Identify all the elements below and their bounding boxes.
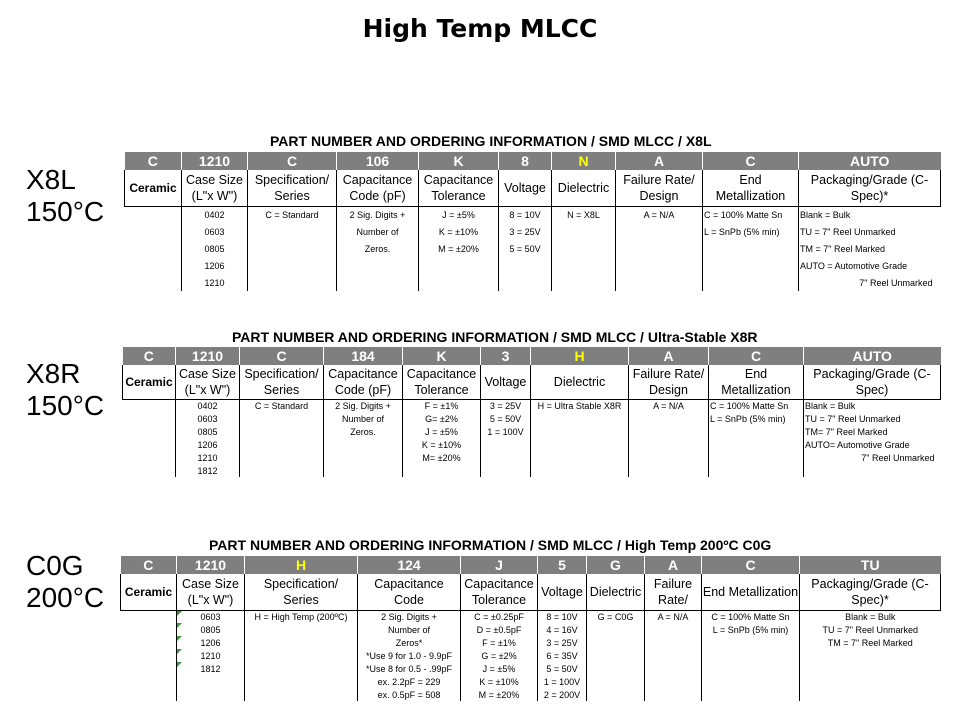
- table-cell: [245, 636, 358, 649]
- label-dielectric: X8L: [26, 164, 76, 195]
- header-packaging: Packaging/Grade (C-Spec): [804, 365, 941, 399]
- table-cell: Zeros*: [358, 636, 461, 649]
- label-temperature: 150°C: [26, 196, 105, 227]
- table-cell: [125, 257, 182, 274]
- table-cell: 1206: [182, 257, 248, 274]
- table-cell: 0805: [182, 240, 248, 257]
- table-cell: [177, 675, 245, 688]
- table-cell: [531, 451, 629, 464]
- table-cell: [616, 274, 703, 291]
- header-row: [123, 365, 941, 399]
- table-cell: [481, 438, 531, 451]
- header-end-metallization: End Metallization: [703, 170, 799, 206]
- table-cell: 3 = 25V: [499, 223, 552, 240]
- table-row: [121, 623, 941, 636]
- table-cell: [125, 223, 182, 240]
- table-cell: M= ±20%: [403, 451, 481, 464]
- table-cell: Number of: [337, 223, 419, 240]
- header-dielectric: Dielectric: [552, 170, 616, 206]
- table-cell: F = ±1%: [403, 399, 481, 412]
- table-cell: A = N/A: [616, 206, 703, 223]
- label-temperature: 200°C: [26, 582, 105, 613]
- table-cell: [245, 688, 358, 701]
- table-row: [121, 675, 941, 688]
- table-cell: [240, 464, 324, 477]
- header-capacitance: Capacitance Code (pF): [324, 365, 403, 399]
- table-cell: *Use 8 for 0.5 - .99pF: [358, 662, 461, 675]
- table-cell: C = ±0.25pF: [461, 610, 538, 623]
- table-cell: [645, 675, 702, 688]
- table-cell: Blank = Bulk: [800, 610, 941, 623]
- header-specification: Specification/ Series: [248, 170, 337, 206]
- code-end-metallization: C: [703, 152, 799, 170]
- label-temperature: 150°C: [26, 390, 105, 421]
- table-cell: [240, 438, 324, 451]
- table-cell: 2 = 200V: [538, 688, 587, 701]
- table-cell: [248, 223, 337, 240]
- table-cell: 7" Reel Unmarked: [804, 451, 941, 464]
- header-tolerance: Capacitance Tolerance: [403, 365, 481, 399]
- table-cell: [531, 425, 629, 438]
- table-cell: 0402: [176, 399, 240, 412]
- header-end-metallization: End Metallization: [702, 574, 800, 610]
- table-cell: [629, 412, 709, 425]
- table-cell: TM = 7" Reel Marked: [799, 240, 941, 257]
- table-cell: [337, 257, 419, 274]
- code-failure-rate: A: [629, 347, 709, 365]
- table-cell: F = ±1%: [461, 636, 538, 649]
- code-ceramic: C: [121, 556, 177, 574]
- table-cell: [552, 257, 616, 274]
- table-cell: [702, 662, 800, 675]
- table-cell: A = N/A: [645, 610, 702, 623]
- table-cell: [702, 675, 800, 688]
- table-cell: 4 = 16V: [538, 623, 587, 636]
- section-label: [26, 358, 104, 422]
- table-cell: C = 100% Matte Sn: [702, 610, 800, 623]
- header-ceramic: Ceramic: [123, 365, 176, 399]
- ordering-table: [122, 347, 941, 477]
- table-cell: [499, 257, 552, 274]
- table-cell: J = ±5%: [461, 662, 538, 675]
- table-cell: Number of: [324, 412, 403, 425]
- code-capacitance: 106: [337, 152, 419, 170]
- code-tolerance: K: [403, 347, 481, 365]
- header-voltage: Voltage: [499, 170, 552, 206]
- table-cell: [800, 649, 941, 662]
- code-voltage: 3: [481, 347, 531, 365]
- header-case-size: Case Size (L"x W"): [177, 574, 245, 610]
- table-cell: [481, 464, 531, 477]
- table-cell: [121, 649, 177, 662]
- table-row: [121, 662, 941, 675]
- table-cell: [123, 425, 176, 438]
- table-cell: [804, 464, 941, 477]
- table-cell: [121, 688, 177, 701]
- table-row: [123, 399, 941, 412]
- table-cell: 1 = 100V: [481, 425, 531, 438]
- table-cell: TU = 7" Reel Unmarked: [799, 223, 941, 240]
- table-cell: [121, 662, 177, 675]
- code-packaging: AUTO: [799, 152, 941, 170]
- table-cell: [121, 675, 177, 688]
- table-cell: M = ±20%: [461, 688, 538, 701]
- code-tolerance: J: [461, 556, 538, 574]
- label-dielectric: C0G: [26, 550, 84, 581]
- table-cell: [800, 662, 941, 675]
- table-cell: [645, 688, 702, 701]
- table-cell: [587, 662, 645, 675]
- table-cell: 0603: [176, 412, 240, 425]
- code-end-metallization: C: [709, 347, 804, 365]
- table-cell: [703, 257, 799, 274]
- table-cell: [248, 240, 337, 257]
- table-cell: G = C0G: [587, 610, 645, 623]
- table-cell: [121, 636, 177, 649]
- table-cell: 8 = 10V: [538, 610, 587, 623]
- table-cell: 2 Sig. Digits +: [324, 399, 403, 412]
- table-cell: [248, 257, 337, 274]
- table-cell: C = 100% Matte Sn: [703, 206, 799, 223]
- table-cell: 1206: [176, 438, 240, 451]
- code-end-metallization: C: [702, 556, 800, 574]
- table-cell: 0402: [182, 206, 248, 223]
- ordering-table: [124, 152, 941, 291]
- table-cell: M = ±20%: [419, 240, 499, 257]
- table-cell: 5 = 50V: [499, 240, 552, 257]
- section-label: [26, 550, 104, 614]
- table-cell: L = SnPb (5% min): [702, 623, 800, 636]
- table-cell: Blank = Bulk: [799, 206, 941, 223]
- table-cell: [419, 257, 499, 274]
- code-voltage: 5: [538, 556, 587, 574]
- table-cell: [703, 274, 799, 291]
- table-cell: [121, 623, 177, 636]
- table-cell: 1812: [176, 464, 240, 477]
- code-specification: H: [245, 556, 358, 574]
- table-cell: [240, 425, 324, 438]
- table-cell: C = Standard: [248, 206, 337, 223]
- page-title: High Temp MLCC: [362, 14, 598, 43]
- table-cell: [245, 675, 358, 688]
- table-cell: N = X8L: [552, 206, 616, 223]
- header-dielectric: Dielectric: [531, 365, 629, 399]
- table-cell: [481, 451, 531, 464]
- header-capacitance: Capacitance Code (pF): [337, 170, 419, 206]
- table-cell: [324, 451, 403, 464]
- code-row: [121, 556, 941, 574]
- code-case-size: 1210: [177, 556, 245, 574]
- table-cell: H = High Temp (200ºC): [245, 610, 358, 623]
- code-capacitance: 124: [358, 556, 461, 574]
- table-cell: [531, 464, 629, 477]
- header-specification: Specification/ Series: [245, 574, 358, 610]
- table-cell: AUTO = Automotive Grade: [799, 257, 941, 274]
- table-cell: 1210: [176, 451, 240, 464]
- header-row: [125, 170, 941, 206]
- table-cell: [123, 464, 176, 477]
- table-cell: TM = 7" Reel Marked: [800, 636, 941, 649]
- table-cell: [709, 438, 804, 451]
- header-voltage: Voltage: [538, 574, 587, 610]
- table-cell: 3 = 25V: [481, 399, 531, 412]
- table-cell: 1 = 100V: [538, 675, 587, 688]
- code-dielectric: N: [552, 152, 616, 170]
- table-cell: [240, 412, 324, 425]
- code-tolerance: K: [419, 152, 499, 170]
- table-row: [123, 438, 941, 451]
- header-ceramic: Ceramic: [125, 170, 182, 206]
- table-cell: 6 = 35V: [538, 649, 587, 662]
- table-cell: J = ±5%: [403, 425, 481, 438]
- table-cell: 1210: [182, 274, 248, 291]
- header-failure-rate: Failure Rate/ Design: [616, 170, 703, 206]
- table-cell: [125, 240, 182, 257]
- code-ceramic: C: [123, 347, 176, 365]
- table-cell: [616, 257, 703, 274]
- table-cell: K = ±10%: [461, 675, 538, 688]
- label-dielectric: X8R: [26, 358, 81, 389]
- table-cell: 0805: [176, 425, 240, 438]
- table-cell: [324, 438, 403, 451]
- table-cell: [702, 636, 800, 649]
- table-cell: 1812: [177, 662, 245, 675]
- table-cell: TM= 7" Reel Marked: [804, 425, 941, 438]
- code-specification: C: [240, 347, 324, 365]
- code-packaging: AUTO: [804, 347, 941, 365]
- table-cell: TU = 7" Reel Unmarked: [800, 623, 941, 636]
- code-ceramic: C: [125, 152, 182, 170]
- table-cell: 7" Reel Unmarked: [799, 274, 941, 291]
- header-voltage: Voltage: [481, 365, 531, 399]
- section-label: [26, 164, 104, 228]
- code-case-size: 1210: [182, 152, 248, 170]
- table-cell: 5 = 50V: [481, 412, 531, 425]
- table-cell: Zeros.: [324, 425, 403, 438]
- table-row: [123, 464, 941, 477]
- table-row: [123, 412, 941, 425]
- table-cell: [587, 636, 645, 649]
- table-cell: [645, 623, 702, 636]
- header-failure-rate: Failure Rate/: [645, 574, 702, 610]
- header-tolerance: Capacitance Tolerance: [419, 170, 499, 206]
- table-cell: 8 = 10V: [499, 206, 552, 223]
- table-cell: 0805: [177, 623, 245, 636]
- table-cell: [245, 649, 358, 662]
- table-cell: [499, 274, 552, 291]
- ordering-table: [120, 556, 941, 701]
- table-cell: [587, 623, 645, 636]
- table-cell: [177, 688, 245, 701]
- table-row: [125, 240, 941, 257]
- table-cell: 2 Sig. Digits +: [358, 610, 461, 623]
- table-cell: Number of: [358, 623, 461, 636]
- table-cell: D = ±0.5pF: [461, 623, 538, 636]
- code-row: [123, 347, 941, 365]
- table-cell: 2 Sig. Digits +: [337, 206, 419, 223]
- table-cell: [645, 649, 702, 662]
- table-cell: [552, 223, 616, 240]
- header-end-metallization: End Metallization: [709, 365, 804, 399]
- table-cell: L = SnPb (5% min): [709, 412, 804, 425]
- table-row: [121, 610, 941, 623]
- table-cell: [629, 425, 709, 438]
- table-cell: [629, 464, 709, 477]
- code-specification: C: [248, 152, 337, 170]
- table-row: [123, 425, 941, 438]
- table-cell: [702, 688, 800, 701]
- header-specification: Specification/ Series: [240, 365, 324, 399]
- table-row: [121, 688, 941, 701]
- header-capacitance: Capacitance Code: [358, 574, 461, 610]
- table-cell: [629, 451, 709, 464]
- table-cell: [587, 688, 645, 701]
- table-cell: [125, 206, 182, 223]
- table-cell: [645, 636, 702, 649]
- table-cell: 5 = 50V: [538, 662, 587, 675]
- table-row: [125, 223, 941, 240]
- table-cell: [123, 399, 176, 412]
- table-cell: C = 100% Matte Sn: [709, 399, 804, 412]
- header-case-size: Case Size (L"x W"): [176, 365, 240, 399]
- table-cell: *Use 9 for 1.0 - 9.9pF: [358, 649, 461, 662]
- table-cell: [800, 688, 941, 701]
- table-cell: [403, 464, 481, 477]
- table-cell: ex. 0.5pF = 508: [358, 688, 461, 701]
- table-cell: [587, 675, 645, 688]
- header-packaging: Packaging/Grade (C-Spec)*: [799, 170, 941, 206]
- table-title: PART NUMBER AND ORDERING INFORMATION / SMD MLCC / Ultra-Stable X8R: [232, 329, 758, 345]
- table-cell: C = Standard: [240, 399, 324, 412]
- table-cell: [531, 438, 629, 451]
- table-cell: [123, 412, 176, 425]
- table-row: [121, 636, 941, 649]
- table-cell: [587, 649, 645, 662]
- table-title: PART NUMBER AND ORDERING INFORMATION / SMD MLCC / High Temp 200ºC C0G: [209, 537, 772, 553]
- table-cell: 3 = 25V: [538, 636, 587, 649]
- table-cell: [616, 240, 703, 257]
- table-cell: AUTO= Automotive Grade: [804, 438, 941, 451]
- code-dielectric: H: [531, 347, 629, 365]
- table-cell: H = Ultra Stable X8R: [531, 399, 629, 412]
- code-row: [125, 152, 941, 170]
- table-cell: [240, 451, 324, 464]
- table-cell: [337, 274, 419, 291]
- table-cell: K = ±10%: [403, 438, 481, 451]
- header-row: [121, 574, 941, 610]
- code-failure-rate: A: [645, 556, 702, 574]
- table-cell: [245, 623, 358, 636]
- table-cell: 1210: [177, 649, 245, 662]
- table-cell: [552, 240, 616, 257]
- table-cell: [703, 240, 799, 257]
- table-cell: [616, 223, 703, 240]
- table-cell: ex. 2.2pF = 229: [358, 675, 461, 688]
- code-capacitance: 184: [324, 347, 403, 365]
- table-cell: [800, 675, 941, 688]
- table-cell: [531, 412, 629, 425]
- table-cell: 1206: [177, 636, 245, 649]
- code-failure-rate: A: [616, 152, 703, 170]
- header-packaging: Packaging/Grade (C-Spec)*: [800, 574, 941, 610]
- code-case-size: 1210: [176, 347, 240, 365]
- table-row: [125, 257, 941, 274]
- table-cell: 0603: [177, 610, 245, 623]
- table-cell: [702, 649, 800, 662]
- table-cell: [324, 464, 403, 477]
- table-cell: [709, 451, 804, 464]
- table-cell: [123, 438, 176, 451]
- header-tolerance: Capacitance Tolerance: [461, 574, 538, 610]
- table-row: [123, 451, 941, 464]
- table-cell: [248, 274, 337, 291]
- code-dielectric: G: [587, 556, 645, 574]
- table-cell: TU = 7" Reel Unmarked: [804, 412, 941, 425]
- table-cell: K = ±10%: [419, 223, 499, 240]
- table-row: [125, 274, 941, 291]
- code-voltage: 8: [499, 152, 552, 170]
- table-cell: J = ±5%: [419, 206, 499, 223]
- header-case-size: Case Size (L"x W"): [182, 170, 248, 206]
- table-cell: [709, 464, 804, 477]
- table-cell: Zeros.: [337, 240, 419, 257]
- table-title: PART NUMBER AND ORDERING INFORMATION / SMD MLCC / X8L: [270, 133, 712, 149]
- table-cell: [419, 274, 499, 291]
- table-row: [125, 206, 941, 223]
- table-cell: 0603: [182, 223, 248, 240]
- header-ceramic: Ceramic: [121, 574, 177, 610]
- table-cell: [709, 425, 804, 438]
- table-cell: L = SnPb (5% min): [703, 223, 799, 240]
- table-cell: A = N/A: [629, 399, 709, 412]
- table-cell: [645, 662, 702, 675]
- table-cell: Blank = Bulk: [804, 399, 941, 412]
- table-cell: [123, 451, 176, 464]
- table-cell: [125, 274, 182, 291]
- table-cell: G = ±2%: [461, 649, 538, 662]
- code-packaging: TU: [800, 556, 941, 574]
- table-cell: [552, 274, 616, 291]
- table-cell: [121, 610, 177, 623]
- table-cell: G= ±2%: [403, 412, 481, 425]
- header-dielectric: Dielectric: [587, 574, 645, 610]
- table-cell: [629, 438, 709, 451]
- table-cell: [245, 662, 358, 675]
- table-row: [121, 649, 941, 662]
- header-failure-rate: Failure Rate/ Design: [629, 365, 709, 399]
